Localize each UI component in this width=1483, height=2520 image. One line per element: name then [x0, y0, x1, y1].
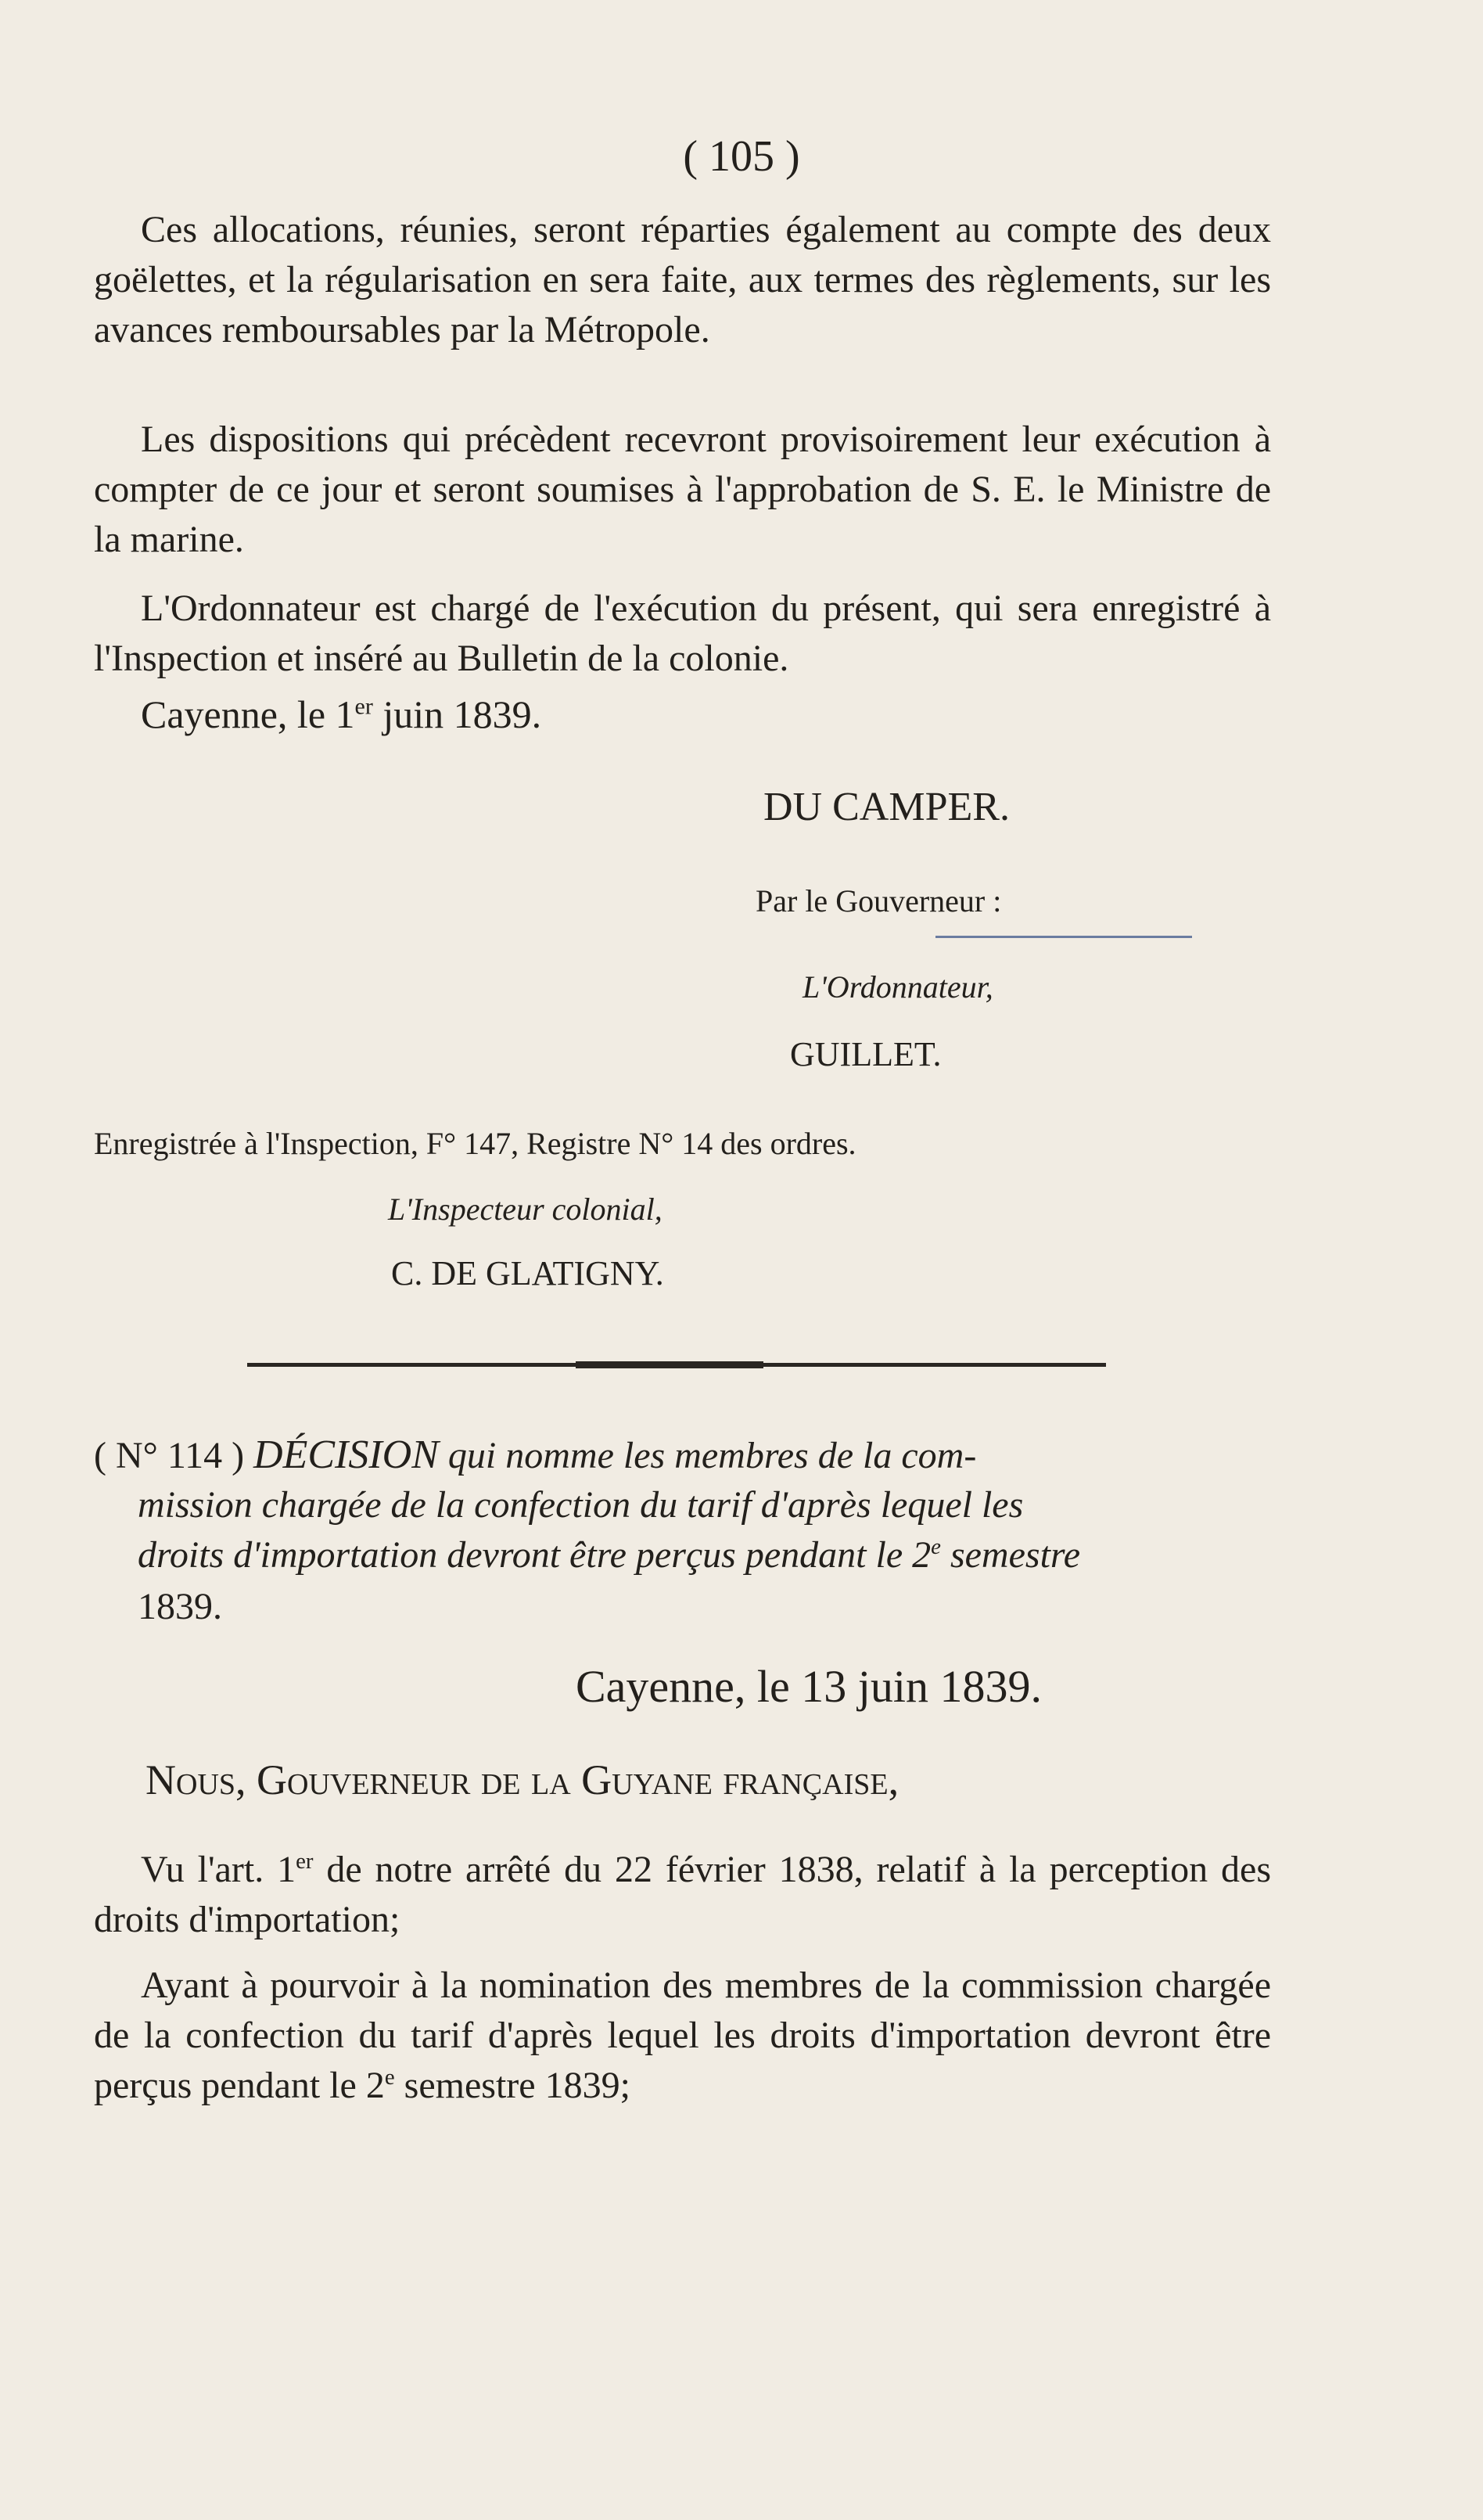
signature-du-camper: DU CAMPER.: [763, 785, 1010, 829]
section-divider: [247, 1363, 1106, 1367]
nous-gouverneur: Nous, Gouverneur de la Guyane française,: [145, 1756, 899, 1803]
paragraph-ordonnateur: L'Ordonnateur est chargé de l'exécution du présent, qui sera enregistré à l'Inspection et inséré au Bulletin de la colonie.: [94, 588, 1271, 679]
decorative-dash: [935, 936, 1192, 938]
decision-line-1: qui nomme les membres de la com-: [447, 1435, 977, 1476]
decision-line-3: droits d'importation devront être perçus pendant le 2e semestre: [138, 1534, 1081, 1576]
paragraph-dispositions: Les dispositions qui précèdent recevront provisoirement leur exécution à compter de ce jour et seront soumises à l'approbation de S. E. le Ministre de la marine.: [94, 419, 1271, 560]
par-le-gouverneur: Par le Gouverneur :: [756, 883, 1002, 918]
decision-title-word: DÉCISION: [253, 1433, 439, 1477]
date-line-2: Cayenne, le 13 juin 1839.: [576, 1661, 1043, 1712]
decision-line-2: mission chargée de la confection du tarif d'après lequel les: [138, 1484, 1024, 1526]
date-line-1: Cayenne, le 1er juin 1839.: [141, 692, 542, 736]
inspecteur-name: C. DE GLATIGNY.: [391, 1254, 664, 1292]
decision-number: ( N° 114 ): [94, 1435, 245, 1476]
registration-line: Enregistrée à l'Inspection, F° 147, Registre N° 14 des ordres.: [94, 1126, 856, 1161]
paragraph-vu: Vu l'art. 1er de notre arrêté du 22 février 1838, relatif à la perception des droits d'importation;: [94, 1849, 1271, 1940]
paragraph-allocations: Ces allocations, réunies, seront réparties également au compte des deux goëlettes, et la régularisation en sera faite, aux termes des règlements, sur les avances remboursables par la Métropole.: [94, 209, 1271, 350]
decision-line-4: 1839.: [138, 1586, 222, 1627]
decision-heading: [94, 1430, 976, 1481]
inspecteur-title: L'Inspecteur colonial,: [388, 1192, 663, 1227]
ordonnateur-title: L'Ordonnateur,: [803, 969, 993, 1005]
paragraph-ayant: Ayant à pourvoir à la nomination des membres de la commission chargée de la confection du tarif d'après lequel les droits d'importation devront être perçus pendant le 2e semestre 1839;: [94, 1965, 1271, 2106]
page-number: ( 105 ): [683, 132, 800, 181]
ordonnateur-name: GUILLET.: [790, 1035, 942, 1073]
